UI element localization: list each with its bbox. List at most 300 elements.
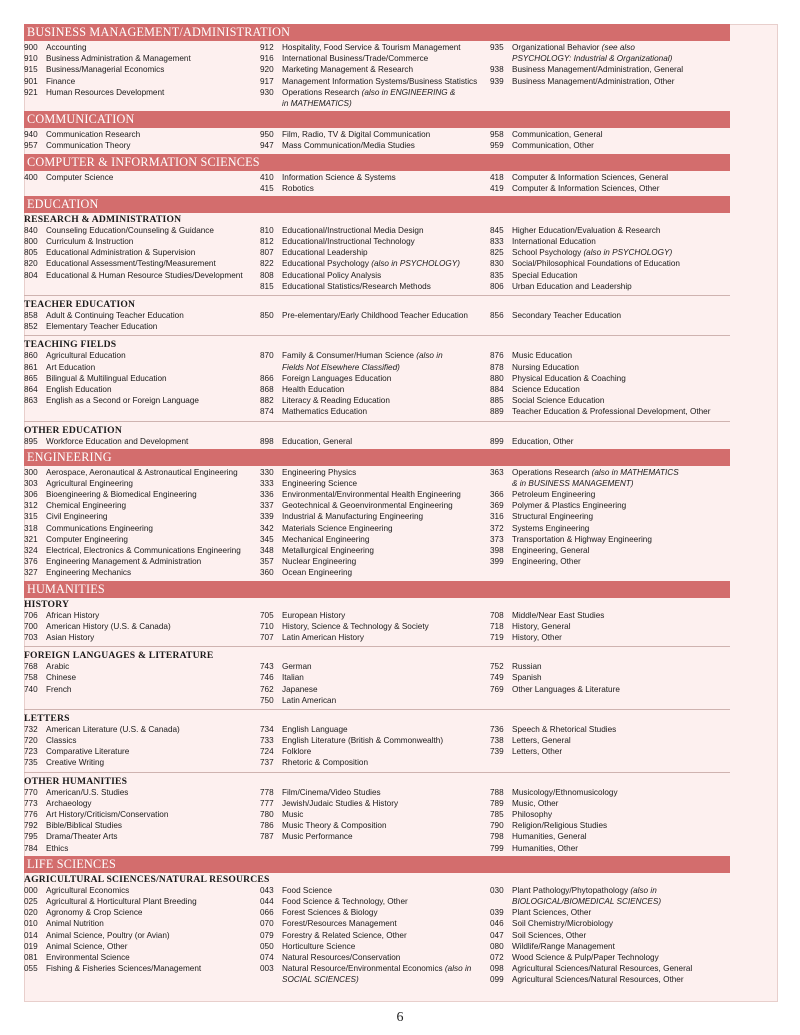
column [260,661,490,706]
field-entry [24,53,260,64]
field-name: Aerospace, Aeronautical & Astronautical Engineering [46,467,238,477]
field-entry [260,695,490,706]
field-code: 357 [260,557,274,567]
field-name: Animal Science, Poultry (or Avian) [46,930,170,940]
field-entry [260,556,490,567]
field-entry [260,247,490,258]
field-name: Music [282,810,304,820]
section-header: ENGINEERING [24,449,730,466]
column [490,172,730,194]
field-code: 882 [260,396,274,406]
field-name: Humanities, General [512,832,587,842]
field-name: Business Management/Administration, Other [512,76,675,86]
field-entry [490,436,730,447]
field-code: 810 [260,225,274,235]
field-code: 770 [24,787,38,797]
field-entry [490,384,730,395]
field-entry [490,373,730,384]
field-name: Science Education [512,384,580,394]
field-name: Polymer & Plastics Engineering [512,501,627,511]
field-name: Wildlife/Range Management [512,941,615,951]
column [490,350,730,417]
field-entry [24,930,260,941]
field-note: (also in PSYCHOLOGY) [583,248,673,258]
field-code: 777 [260,798,274,808]
field-code: 790 [490,821,504,831]
field-code: 852 [24,322,38,332]
field-name: Business Management/Administration, General [512,65,684,75]
column [24,661,260,706]
field-name: Art Education [46,362,96,372]
field-entry [490,236,730,247]
field-code: 345 [260,534,274,544]
field-code: 865 [24,373,38,383]
field-code: 724 [260,747,274,757]
section [24,856,730,988]
field-entry [24,247,260,258]
column [24,42,260,109]
field-name: Education, General [282,436,353,446]
field-code: 707 [260,632,274,642]
group-divider [24,295,730,296]
field-name: Mathematics Education [282,407,368,417]
field-name: Art History/Criticism/Conservation [46,810,169,820]
field-entry [260,918,490,929]
field-name: Higher Education/Evaluation & Research [512,225,661,235]
field-name: Structural Engineering [512,512,594,522]
section-header: LIFE SCIENCES [24,856,730,873]
field-code: 861 [24,362,38,372]
field-entry [260,757,490,768]
field-code: 047 [490,930,504,940]
field-name: Elementary Teacher Education [46,322,158,332]
group-header: FOREIGN LANGUAGES & LITERATURE [24,650,214,662]
field-entry [260,64,490,75]
column [260,172,490,194]
field-entry [490,489,730,500]
field-code: 912 [260,43,274,52]
field-code: 840 [24,225,38,235]
field-note: (also in PSYCHOLOGY) [371,259,460,269]
field-note: (also in SOCIAL SCIENCES) [282,964,472,985]
field-entry [24,941,260,952]
field-entry [24,798,260,809]
field-code: 804 [24,270,38,280]
field-name: Film, Radio, TV & Digital Communication [282,130,431,140]
field-entry [490,918,730,929]
field-name: Accounting [46,43,87,52]
column [24,436,260,447]
field-entry [490,129,730,140]
field-code: 799 [490,843,504,853]
field-entry [24,672,260,683]
field-code: 336 [260,490,274,500]
field-name: Agricultural Sciences/Natural Resources, General [512,964,693,974]
field-name: Agricultural & Horticultural Plant Breeding [46,896,197,906]
field-entry [260,436,490,447]
column [260,787,490,854]
field-code: 080 [490,941,504,951]
field-code: 369 [490,501,504,511]
field-code: 020 [24,908,38,918]
field-name: Ocean Engineering [282,568,353,578]
field-code: 939 [490,76,504,86]
field-code: 360 [260,568,274,578]
field-entry [260,545,490,556]
field-code: 055 [24,964,38,974]
field-code: 805 [24,248,38,258]
field-code: 947 [260,141,274,151]
field-name: Soil Chemistry/Microbiology [512,919,614,929]
field-entry [490,140,730,151]
field-name: European History [282,610,346,620]
field-entry [24,467,260,478]
field-name: Management Information Systems/Business Statistics [282,76,478,86]
field-entry [490,172,730,183]
field-name: Metallurgical Engineering [282,546,374,556]
field-code: 940 [24,130,38,140]
group-header: TEACHING FIELDS [24,339,117,351]
field-code: 333 [260,478,274,488]
field-code: 825 [490,248,504,258]
field-entry [260,500,490,511]
section [24,154,730,196]
field-code: 899 [490,436,504,446]
field-code: 800 [24,237,38,247]
column [24,885,260,986]
field-entry [260,478,490,489]
field-code: 808 [260,270,274,280]
field-entry [24,787,260,798]
field-code: 735 [24,758,38,768]
field-name: Letters, General [512,736,571,746]
field-code: 815 [260,281,274,291]
field-code: 066 [260,908,274,918]
field-code: 399 [490,557,504,567]
column [490,610,730,644]
field-name: Engineering Mechanics [46,568,132,578]
field-entry [490,183,730,194]
field-entry [24,843,260,854]
field-code: 785 [490,810,504,820]
field-name: Japanese [282,684,318,694]
field-name: Computer Science [46,172,114,182]
field-name: Educational/Instructional Media Design [282,225,424,235]
field-name: Agricultural Economics [46,885,130,895]
field-code: 749 [490,673,504,683]
field-name: Environmental/Environmental Health Engineering [282,490,461,500]
field-code: 901 [24,76,38,86]
field-code: 043 [260,885,274,895]
field-code: 889 [490,407,504,417]
field-name: Teacher Education & Professional Development, Other [512,407,711,417]
field-code: 418 [490,172,504,182]
field-name: English as a Second or Foreign Language [46,396,199,406]
field-name: Latin American History [282,632,364,642]
field-name: African History [46,610,100,620]
field-entry [490,621,730,632]
subject-group [24,42,730,109]
field-name: Geotechnical & Geoenvironmental Engineering [282,501,453,511]
field-name: Computer & Information Sciences, Other [512,183,660,193]
field-name: Engineering Management & Administration [46,557,202,567]
field-name: Asian History [46,632,95,642]
column [24,225,260,292]
field-entry [260,76,490,87]
field-entry [490,406,730,417]
field-entry [490,941,730,952]
field-code: 324 [24,546,38,556]
field-entry [490,632,730,643]
field-entry [260,930,490,941]
field-name: English Literature (British & Commonwealth) [282,736,444,746]
field-code: 921 [24,87,38,97]
field-code: 930 [260,87,274,97]
field-code: 044 [260,896,274,906]
column [24,172,260,194]
group-columns [24,724,730,769]
field-entry [490,952,730,963]
subject-group [24,467,730,579]
field-code: 798 [490,832,504,842]
field-entry [490,247,730,258]
field-code: 740 [24,684,38,694]
field-name: Robotics [282,183,314,193]
field-entry [24,556,260,567]
group-columns [24,467,730,579]
field-name: Wood Science & Pulp/Paper Technology [512,952,659,962]
field-name: Spanish [512,673,542,683]
field-code: 723 [24,747,38,757]
field-code: 718 [490,621,504,631]
field-name: Ethics [46,843,69,853]
field-note: (also in BIOLOGICAL/BIOMEDICAL SCIENCES) [512,885,662,906]
field-entry [24,952,260,963]
group-header: AGRICULTURAL SCIENCES/NATURAL RESOURCES [24,873,270,885]
field-entry [490,684,730,695]
field-entry [24,373,260,384]
field-entry [260,523,490,534]
field-entry [490,885,730,907]
field-entry [24,534,260,545]
field-code: 762 [260,684,274,694]
column [24,787,260,854]
field-name: International Education [512,237,596,247]
field-entry [490,350,730,361]
section [24,581,730,856]
field-entry [260,511,490,522]
field-name: Computer Engineering [46,534,128,544]
field-entry [24,129,260,140]
subject-group [24,425,730,447]
column [24,610,260,644]
field-code: 705 [260,610,274,620]
column [490,129,730,151]
page-number: 6 [396,1010,404,1025]
field-name: Fishing & Fisheries Sciences/Management [46,964,202,974]
field-name: Plant Sciences, Other [512,908,592,918]
field-name: Communication Theory [46,141,131,151]
field-name: Workforce Education and Development [46,436,189,446]
field-name: American/U.S. Studies [46,787,129,797]
field-entry [24,42,260,53]
field-code: 316 [490,512,504,522]
field-code: 330 [260,467,274,477]
field-name: American Literature (U.S. & Canada) [46,724,180,734]
field-code: 788 [490,787,504,797]
field-entry [490,310,730,321]
field-name: Nursing Education [512,362,579,372]
field-name: Special Education [512,270,578,280]
field-entry [24,500,260,511]
field-code: 339 [260,512,274,522]
field-code: 050 [260,941,274,951]
section-gap [24,985,730,987]
field-name: Musicology/Ethnomusicology [512,787,618,797]
field-entry [24,621,260,632]
field-entry [24,661,260,672]
field-code: 876 [490,351,504,361]
group-header: LETTERS [24,712,70,724]
field-name: Food Science [282,885,333,895]
group-header: OTHER EDUCATION [24,424,122,436]
field-entry [490,500,730,511]
field-code: 046 [490,919,504,929]
field-entry [24,735,260,746]
field-name: Engineering, Other [512,557,581,567]
field-entry [490,545,730,556]
field-name: Comparative Literature [46,747,130,757]
field-entry [260,129,490,140]
column [260,350,490,417]
field-entry [260,621,490,632]
field-code: 880 [490,373,504,383]
field-entry [490,820,730,831]
field-name: Animal Science, Other [46,941,128,951]
column [260,310,490,332]
field-code: 776 [24,810,38,820]
field-name: History, General [512,621,571,631]
field-note: (see also PSYCHOLOGY: Industrial & Organizational) [512,43,673,64]
field-entry [24,567,260,578]
field-entry [490,534,730,545]
field-entry [260,684,490,695]
field-entry [24,918,260,929]
field-name: Engineering Physics [282,467,357,477]
field-code: 778 [260,787,274,797]
field-entry [260,373,490,384]
field-code: 312 [24,501,38,511]
field-code: 795 [24,832,38,842]
field-name: Curriculum & Instruction [46,237,134,247]
field-name: Pre-elementary/Early Childhood Teacher Education [282,311,468,321]
field-code: 099 [490,975,504,985]
field-code: 300 [24,467,38,477]
field-name: Letters, Other [512,747,563,757]
field-name: English Education [46,384,112,394]
field-name: Educational Administration & Supervision [46,248,196,258]
field-code: 773 [24,798,38,808]
field-code: 739 [490,747,504,757]
field-code: 398 [490,546,504,556]
field-entry [260,820,490,831]
field-code: 898 [260,436,274,446]
group-header: OTHER HUMANITIES [24,775,128,787]
field-entry [490,963,730,974]
group-divider [24,772,730,773]
field-name: Natural Resource/Environmental Economics (also in SOCIAL SCIENCES) [282,964,472,985]
field-entry [24,64,260,75]
field-code: 864 [24,384,38,394]
field-code: 900 [24,43,38,52]
field-name: Drama/Theater Arts [46,832,118,842]
field-entry [24,820,260,831]
field-entry [490,511,730,522]
group-columns [24,172,730,194]
field-entry [490,746,730,757]
field-entry [490,907,730,918]
field-name: Bioengineering & Biomedical Engineering [46,490,197,500]
field-code: 706 [24,610,38,620]
field-name: Transportation & Highway Engineering [512,534,652,544]
field-entry [260,350,490,372]
field-code: 372 [490,523,504,533]
field-entry [260,310,490,321]
group-header: RESEARCH & ADMINISTRATION [24,213,182,225]
field-name: History, Science & Technology & Society [282,621,429,631]
field-entry [260,963,490,985]
field-code: 878 [490,362,504,372]
field-code: 758 [24,673,38,683]
field-name: Plant Pathology/Phytopathology (also in BIOLOGICAL/BIOMEDICAL SCIENCES) [512,885,662,906]
field-entry [490,362,730,373]
field-name: Engineering Science [282,478,358,488]
column [24,350,260,417]
field-entry [260,896,490,907]
field-name: Systems Engineering [512,523,590,533]
field-code: 736 [490,724,504,734]
field-code: 822 [260,259,274,269]
field-note: (also in ENGINEERING & in MATHEMATICS) [282,87,456,108]
field-entry [24,724,260,735]
column [490,225,730,292]
field-name: Adult & Continuing Teacher Education [46,311,184,321]
field-name: Music Theory & Composition [282,821,387,831]
field-code: 376 [24,557,38,567]
field-name: Music, Other [512,798,559,808]
field-code: 874 [260,407,274,417]
field-code: 792 [24,821,38,831]
field-code: 860 [24,351,38,361]
field-name: Jewish/Judaic Studies & History [282,798,399,808]
field-code: 910 [24,54,38,64]
field-code: 734 [260,724,274,734]
field-name: Agricultural Engineering [46,478,133,488]
field-name: English Language [282,724,348,734]
field-entry [24,610,260,621]
field-entry [260,907,490,918]
field-name: Agronomy & Crop Science [46,908,143,918]
field-name: Educational Leadership [282,248,368,258]
column [24,724,260,769]
field-code: 866 [260,373,274,383]
field-code: 703 [24,632,38,642]
field-entry [490,930,730,941]
field-code: 415 [260,183,274,193]
field-code: 812 [260,237,274,247]
field-name: Archaeology [46,798,92,808]
field-code: 072 [490,952,504,962]
